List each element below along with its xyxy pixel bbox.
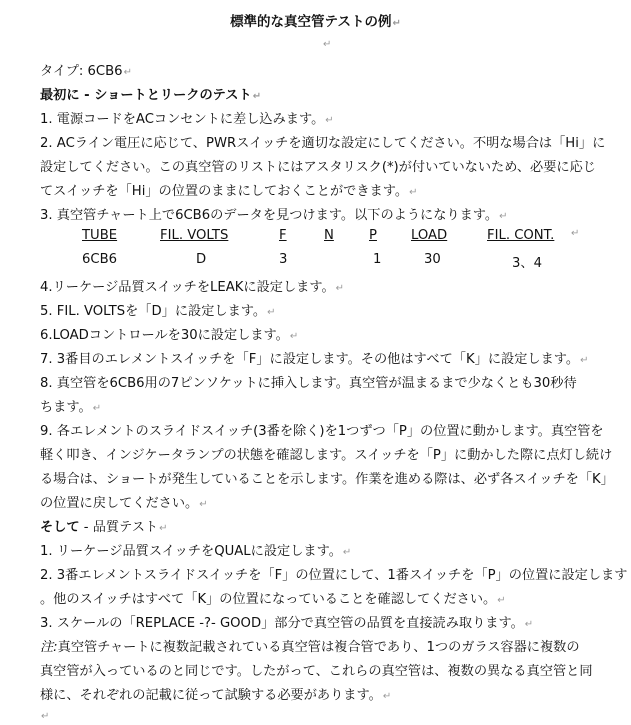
note-line-1: 注:真空管チャートに複数記載されている真空管は複合管であり、1つのガラス容器に複数の <box>40 640 580 655</box>
paragraph-mark: ↵ <box>382 691 392 702</box>
step-1-7: 7. 3番目のエレメントスイッチを「F」に設定します。その他はすべて「K」に設定します。↵ <box>40 352 589 367</box>
step-1-9-line-4: の位置に戻してください。↵ <box>40 496 208 511</box>
paragraph-mark: ↵ <box>571 228 580 239</box>
table-header-cell: F <box>279 228 287 243</box>
paragraph-mark: ↵ <box>497 595 506 606</box>
section-heading-shorts-leakage: 最初に - ショートとリークのテスト↵ <box>40 88 262 103</box>
paragraph-mark: ↵ <box>335 283 345 294</box>
step-2-3: 3. スケールの「REPLACE -?- GOOD」部分で真空管の品質を直接読み取ります。↵ <box>40 616 534 631</box>
paragraph-mark: ↵ <box>409 187 418 198</box>
table-cell: 30 <box>424 252 441 267</box>
step-1-9-line-3: る場合は、ショートが発生していることを示します。作業を進める際は、必ず各スイッチを「K」 <box>40 472 614 487</box>
paragraph-mark: ↵ <box>199 499 208 510</box>
table-cell: 3、4 <box>512 256 542 271</box>
paragraph-mark: ↵ <box>289 331 299 342</box>
section-heading-quality: そして - 品質テスト↵ <box>40 520 168 535</box>
tube-type-line: タイプ: 6CB6↵ <box>40 64 132 79</box>
paragraph-mark: ↵ <box>267 307 276 318</box>
paragraph-mark: ↵ <box>580 355 589 366</box>
paragraph-mark: ↵ <box>323 39 332 50</box>
table-header-cell: LOAD <box>411 228 448 243</box>
step-1-2-line-1: 2. ACライン電圧に応じて、PWRスイッチを適切な設定にしてください。不明な場合は「Hi」に <box>40 136 606 151</box>
note-line-2: 真空管が入っているのと同じです。したがって、これらの真空管は、複数の異なる真空管と同 <box>40 664 593 679</box>
paragraph-mark: ↵ <box>41 711 50 722</box>
table-header-cell: TUBE <box>82 228 118 243</box>
paragraph-mark: ↵ <box>123 67 132 78</box>
document-title: 標準的な真空管テストの例↵ <box>230 14 401 30</box>
step-1-6: 6.LOADコントロールを30に設定します。↵ <box>40 328 299 343</box>
table-cell: 1 <box>373 252 382 267</box>
table-header-cell: P <box>369 228 377 243</box>
table-header-cell: FIL. VOLTS <box>160 228 229 243</box>
empty-paragraph <box>40 708 49 723</box>
step-2-2-line-1: 2. 3番エレメントスライドスイッチを「F」の位置にして、1番スイッチを「P」の位置に設定します <box>40 568 628 583</box>
paragraph-mark: ↵ <box>342 547 352 558</box>
step-1-2-line-2: 設定してください。この真空管のリストにはアスタリスク(*)が付いていないため、必要に応じ <box>40 160 596 175</box>
paragraph-mark: ↵ <box>524 619 534 630</box>
step-1-8-line-1: 8. 真空管を6CB6用の7ピンソケットに挿入します。真空管が温まるまで少なくとも30秒待 <box>40 376 577 391</box>
step-1-1: 1. 電源コードをACコンセントに差し込みます。↵ <box>40 112 334 127</box>
tube-table-header <box>0 228 631 246</box>
step-1-9-line-2: 軽く叩き、インジケータランプの状態を確認します。スイッチを「P」に動かした際に点灯し続け <box>40 448 613 463</box>
step-1-5: 5. FIL. VOLTSを「D」に設定します。↵ <box>40 304 276 319</box>
table-cell: 3 <box>279 252 288 267</box>
table-header-cell: FIL. CONT. <box>487 228 555 243</box>
table-header-cell: N <box>324 228 334 243</box>
step-2-2-line-2: 。他のスイッチはすべて「K」の位置になっていることを確認してください。↵ <box>40 592 506 607</box>
step-2-1: 1. リーケージ品質スイッチをQUALに設定します。↵ <box>40 544 352 559</box>
table-cell: 6CB6 <box>82 252 118 267</box>
empty-paragraph <box>322 36 331 51</box>
tube-table-row <box>0 252 631 270</box>
step-1-2-line-3: てスイッチを「Hi」の位置のままにしておくことができます。↵ <box>40 184 418 199</box>
note-line-3: 様に、それぞれの記載に従って試験する必要があります。↵ <box>40 688 392 703</box>
step-1-8-line-2: ちます。↵ <box>40 400 102 415</box>
paragraph-mark: ↵ <box>499 211 508 222</box>
step-1-9-line-1: 9. 各エレメントのスライドスイッチ(3番を除く)を1つずつ「P」の位置に動かします。真空管を <box>40 424 604 439</box>
paragraph-mark: ↵ <box>325 115 334 126</box>
paragraph-mark: ↵ <box>392 18 401 29</box>
step-1-4: 4.リーケージ品質スイッチをLEAKに設定します。↵ <box>40 280 345 295</box>
paragraph-mark: ↵ <box>252 91 262 102</box>
note-label: 注: <box>40 640 58 655</box>
step-1-3: 3. 真空管チャート上で6CB6のデータを見つけます。以下のようになります。↵ <box>40 208 508 223</box>
paragraph-mark: ↵ <box>92 403 102 414</box>
paragraph-mark: ↵ <box>159 523 168 534</box>
table-cell: D <box>196 252 207 267</box>
